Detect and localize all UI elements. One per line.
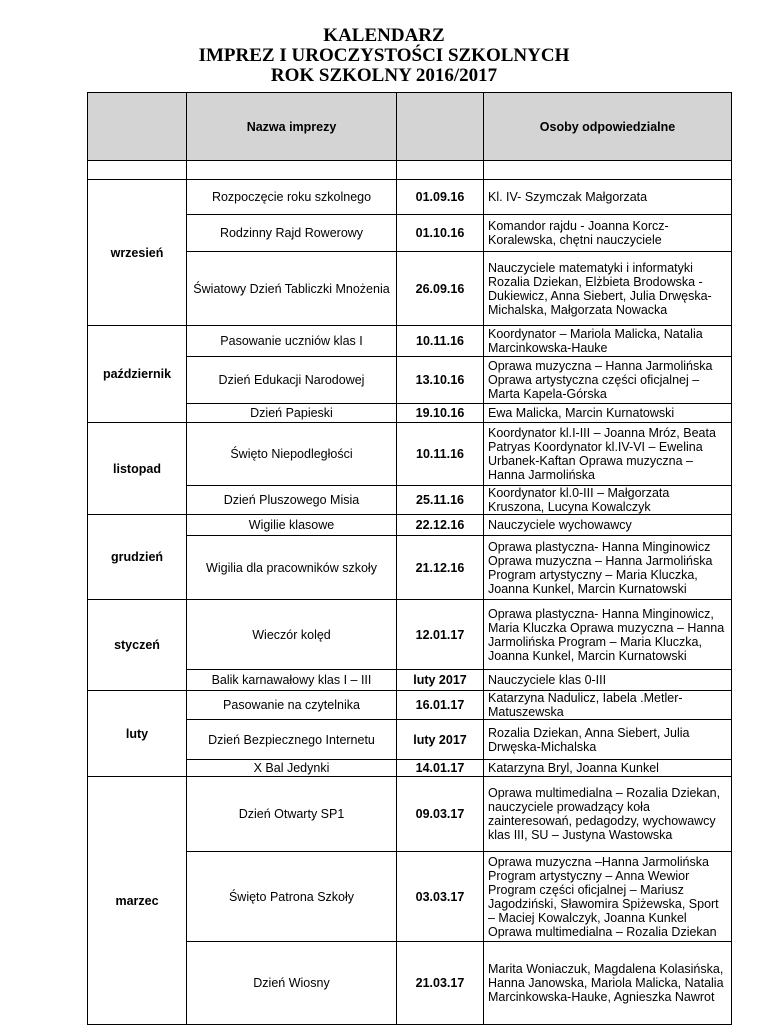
- responsible-cell: Oprawa muzyczna – Hanna Jarmolińska Oprawa artystyczna części oficjalnej – Marta Kapela-Górska: [484, 357, 732, 404]
- table-row: [88, 423, 732, 486]
- month-cell: listopad: [88, 423, 187, 515]
- event-date-cell: 13.10.16: [397, 357, 484, 404]
- header-month-cell: [88, 93, 187, 161]
- title-line-2: IMPREZ I UROCZYSTOŚCI SZKOLNYCH: [198, 45, 570, 66]
- event-name-cell: Święto Patrona Szkoły: [187, 852, 397, 942]
- title-line-1: KALENDARZ: [323, 25, 445, 46]
- event-name-cell: Dzień Bezpiecznego Internetu: [187, 720, 397, 760]
- event-name-cell: Dzień Papieski: [187, 404, 397, 423]
- header-date-cell: [397, 93, 484, 161]
- responsible-cell: Nauczyciele matematyki i informatyki Rozalia Dziekan, Elżbieta Brodowska - Dukiewicz, Anna Siebert, Julia Drwęska-Michalska, Małgorzata Nowacka: [484, 252, 732, 326]
- event-date-cell: 26.09.16: [397, 252, 484, 326]
- event-date-cell: 16.01.17: [397, 691, 484, 720]
- event-name-cell: Rozpoczęcie roku szkolnego: [187, 180, 397, 215]
- event-name-cell: Święto Niepodległości: [187, 423, 397, 486]
- event-date-cell: 09.03.17: [397, 777, 484, 852]
- table-row: [88, 600, 732, 670]
- events-table: [87, 92, 732, 1025]
- event-name-cell: Dzień Wiosny: [187, 942, 397, 1025]
- event-date-cell: 14.01.17: [397, 760, 484, 777]
- event-date-cell: 25.11.16: [397, 486, 484, 515]
- month-cell: grudzień: [88, 515, 187, 600]
- event-date-cell: 10.11.16: [397, 326, 484, 357]
- event-date-cell: 12.01.17: [397, 600, 484, 670]
- event-date-cell: 01.09.16: [397, 180, 484, 215]
- event-name-cell: Dzień Pluszowego Misia: [187, 486, 397, 515]
- table-body: [88, 180, 732, 1025]
- event-name-cell: X Bal Jedynki: [187, 760, 397, 777]
- responsible-cell: Kl. IV- Szymczak Małgorzata: [484, 180, 732, 215]
- event-name-cell: Wieczór kolęd: [187, 600, 397, 670]
- event-date-cell: 10.11.16: [397, 423, 484, 486]
- event-date-cell: 19.10.16: [397, 404, 484, 423]
- responsible-cell: Oprawa plastyczna- Hanna Minginowicz, Maria Kluczka Oprawa muzyczna – Hanna Jarmolińska Program – Maria Kluczka, Joanna Kunkel, Marcin Kurnatowski: [484, 600, 732, 670]
- month-cell: październik: [88, 326, 187, 423]
- responsible-cell: Oprawa multimedialna – Rozalia Dziekan, nauczyciele prowadzący koła zainteresowań, pedagodzy, wychowawcy klas III, SU – Justyna Wastowska: [484, 777, 732, 852]
- responsible-cell: Oprawa muzyczna –Hanna Jarmolińska Program artystyczny – Anna Wewior Program części oficjalnej – Mariusz Jagodziński, Sławomira Spiżewska, Sport – Maciej Kowalczyk, Joanna Kunkel Oprawa multimedialna – Rozalia Dziekan: [484, 852, 732, 942]
- responsible-cell: Koordynator kl.I-III – Joanna Mróz, Beata Patryas Koordynator kl.IV-VI – Ewelina Urbanek-Kaftan Oprawa muzyczna – Hanna Jarmolińska: [484, 423, 732, 486]
- responsible-cell: Koordynator – Mariola Malicka, Natalia Marcinkowska-Hauke: [484, 326, 732, 357]
- table-row: [88, 515, 732, 536]
- responsible-cell: Nauczyciele wychowawcy: [484, 515, 732, 536]
- event-name-cell: Rodzinny Rajd Rowerowy: [187, 215, 397, 252]
- responsible-cell: Nauczyciele klas 0-III: [484, 670, 732, 691]
- responsible-cell: Marita Woniaczuk, Magdalena Kolasińska, Hanna Janowska, Mariola Malicka, Natalia Marcinkowska-Hauke, Agnieszka Nawrot: [484, 942, 732, 1025]
- table-row: [88, 326, 732, 357]
- table-row: [88, 777, 732, 852]
- event-date-cell: luty 2017: [397, 670, 484, 691]
- month-cell: wrzesień: [88, 180, 187, 326]
- responsible-cell: Komandor rajdu - Joanna Korcz-Koralewska, chętni nauczyciele: [484, 215, 732, 252]
- event-date-cell: 03.03.17: [397, 852, 484, 942]
- responsible-cell: Katarzyna Bryl, Joanna Kunkel: [484, 760, 732, 777]
- table-header-row: [88, 93, 732, 161]
- responsible-cell: Katarzyna Nadulicz, Iabela .Metler-Matuszewska: [484, 691, 732, 720]
- header-resp-cell: Osoby odpowiedzialne: [484, 93, 732, 161]
- event-date-cell: luty 2017: [397, 720, 484, 760]
- responsible-cell: Koordynator kl.0-III – Małgorzata Kruszona, Lucyna Kowalczyk: [484, 486, 732, 515]
- event-date-cell: 21.03.17: [397, 942, 484, 1025]
- event-name-cell: Światowy Dzień Tabliczki Mnożenia: [187, 252, 397, 326]
- event-name-cell: Balik karnawałowy klas I – III: [187, 670, 397, 691]
- event-name-cell: Dzień Edukacji Narodowej: [187, 357, 397, 404]
- table-row: [88, 180, 732, 215]
- event-date-cell: 21.12.16: [397, 536, 484, 600]
- event-name-cell: Pasowanie uczniów klas I: [187, 326, 397, 357]
- header-event-cell: Nazwa imprezy: [187, 93, 397, 161]
- month-cell: marzec: [88, 777, 187, 1025]
- table-row: [88, 691, 732, 720]
- month-cell: luty: [88, 691, 187, 777]
- responsible-cell: Ewa Malicka, Marcin Kurnatowski: [484, 404, 732, 423]
- event-name-cell: Pasowanie na czytelnika: [187, 691, 397, 720]
- title-line-3: ROK SZKOLNY 2016/2017: [270, 65, 498, 86]
- event-date-cell: 22.12.16: [397, 515, 484, 536]
- event-date-cell: 01.10.16: [397, 215, 484, 252]
- event-name-cell: Dzień Otwarty SP1: [187, 777, 397, 852]
- event-name-cell: Wigilia dla pracowników szkoły: [187, 536, 397, 600]
- responsible-cell: Oprawa plastyczna- Hanna Minginowicz Oprawa muzyczna – Hanna Jarmolińska Program artystyczny – Maria Kluczka, Joanna Kunkel, Marcin Kurnatowski: [484, 536, 732, 600]
- responsible-cell: Rozalia Dziekan, Anna Siebert, Julia Drwęska-Michalska: [484, 720, 732, 760]
- event-name-cell: Wigilie klasowe: [187, 515, 397, 536]
- header-gap-row: [88, 161, 732, 180]
- month-cell: styczeń: [88, 600, 187, 691]
